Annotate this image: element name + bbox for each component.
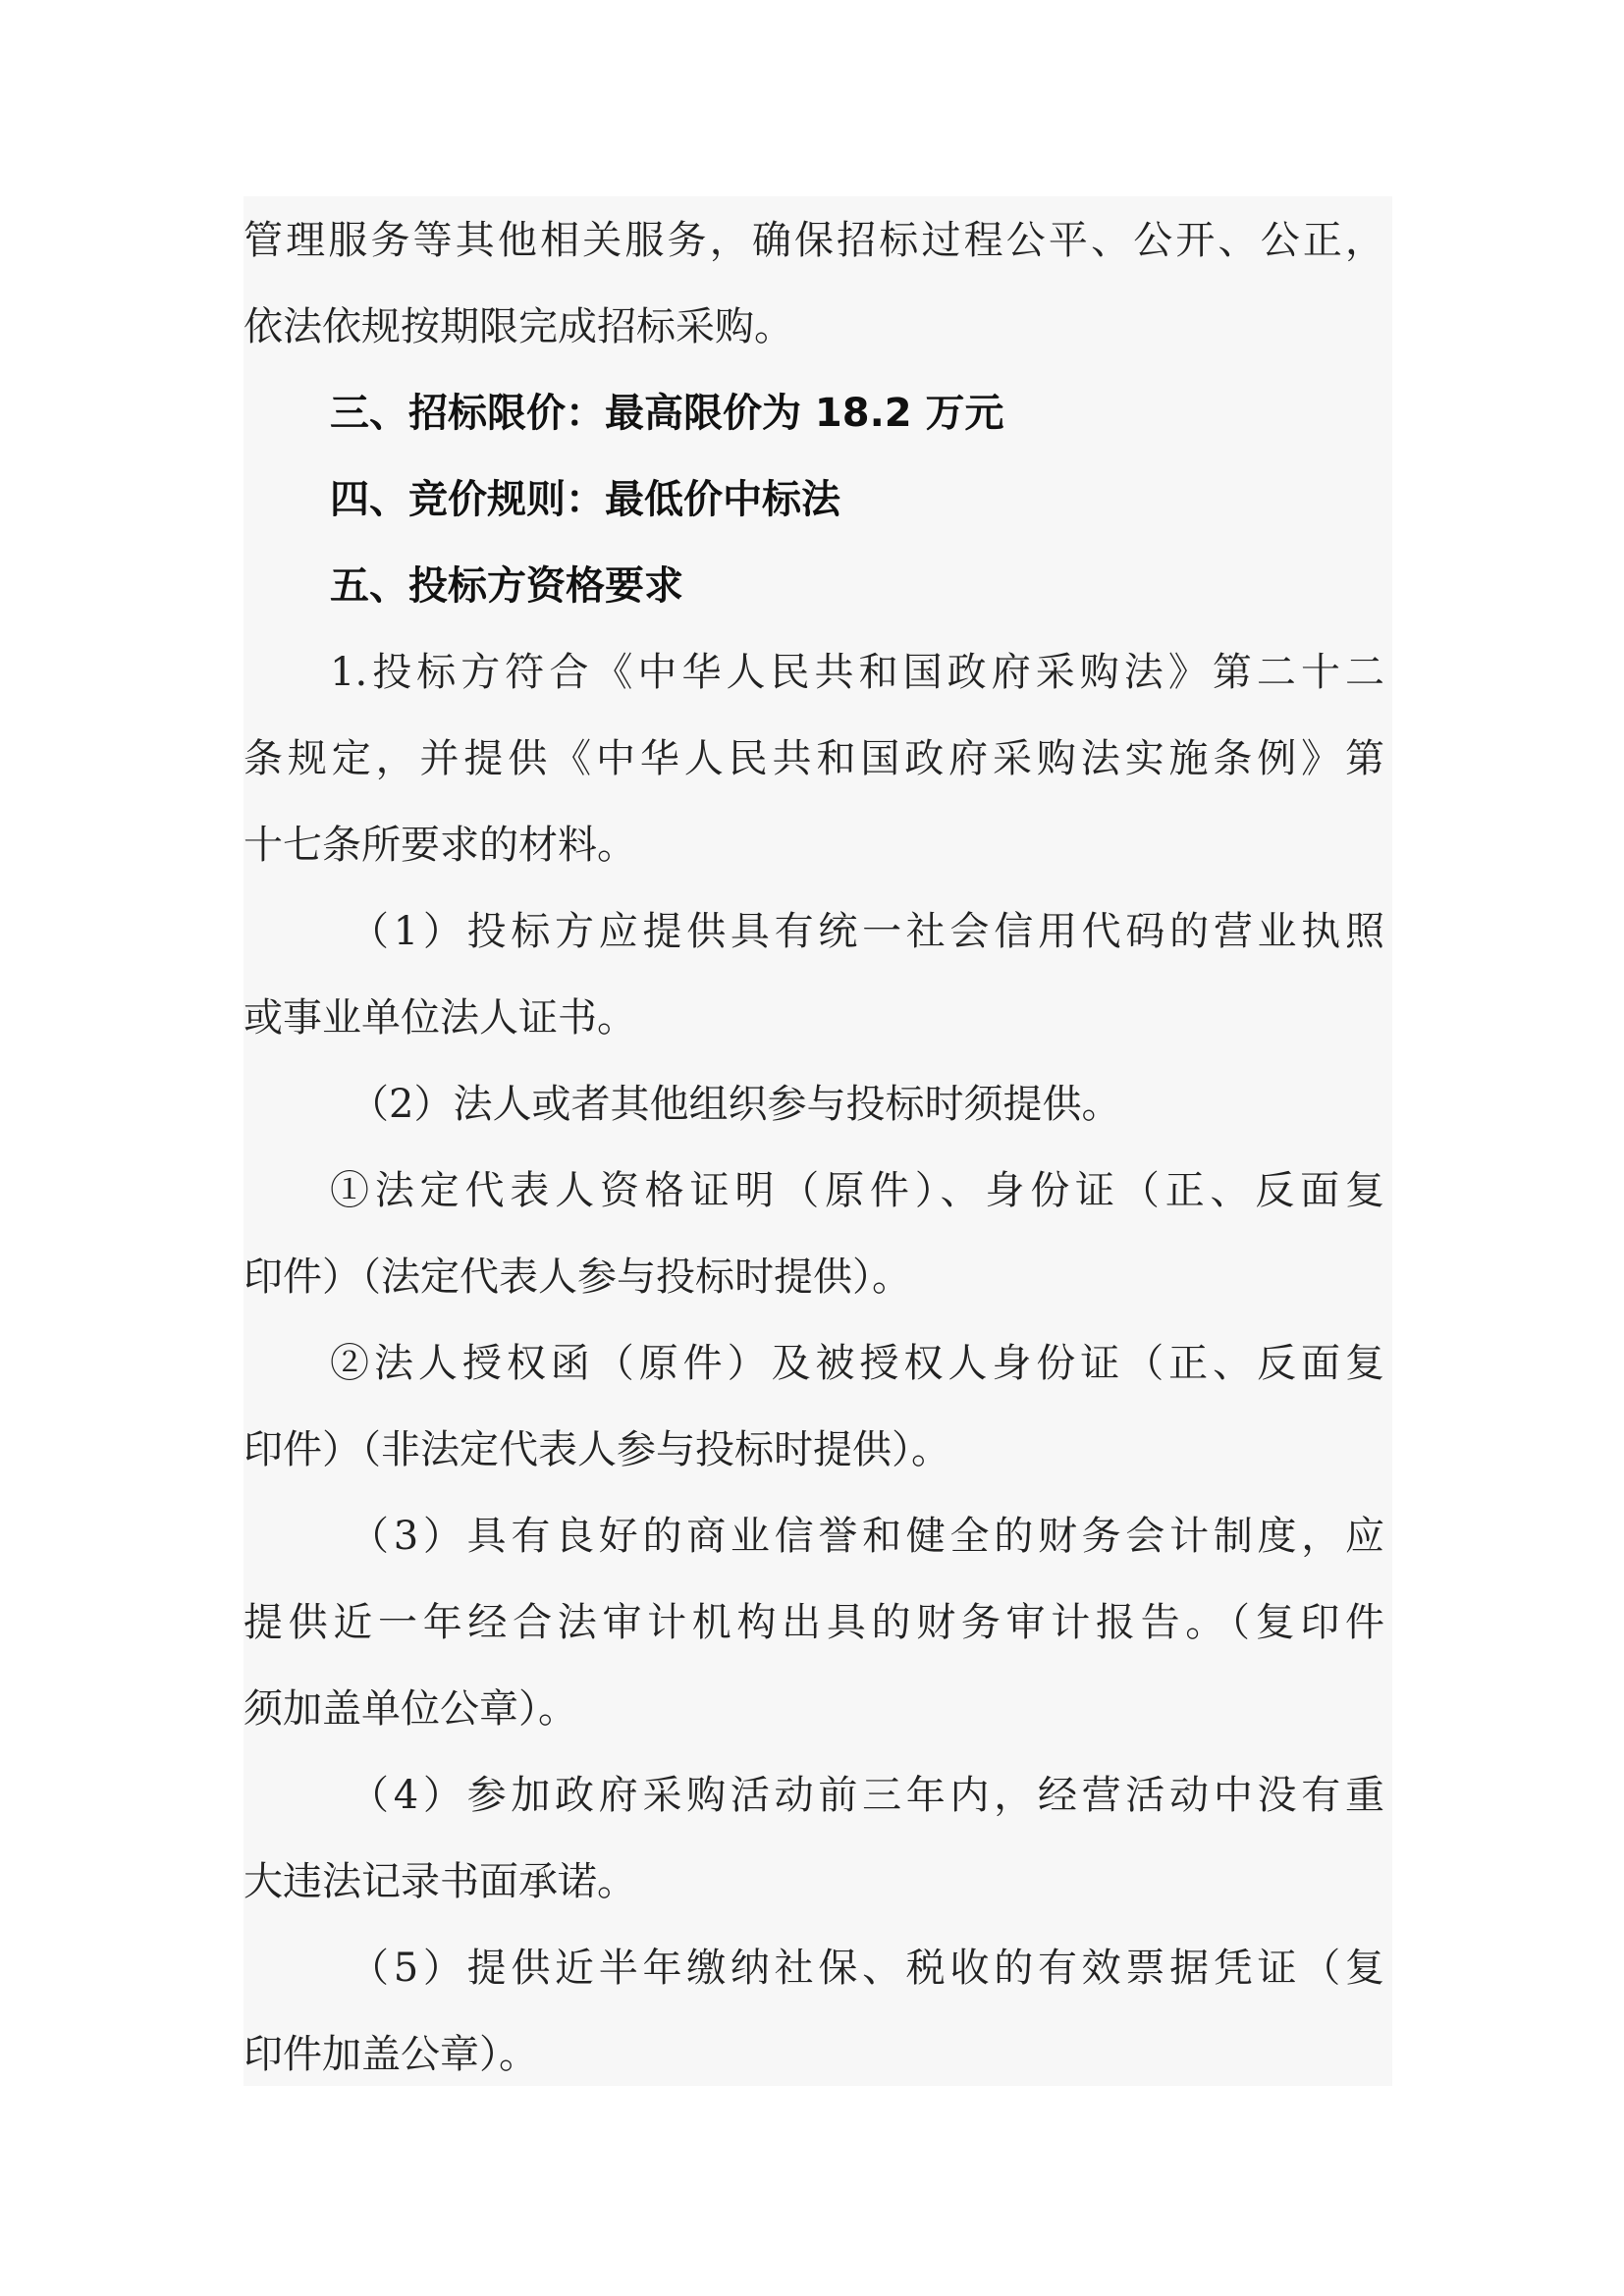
paragraph-line: 大违法记录书面承诺。: [244, 1859, 636, 1904]
list-item-2: （2）法人或者其他组织参与投标时须提供。: [350, 1082, 1121, 1127]
section-heading-bidding-rule: 四、竞价规则：最低价中标法: [330, 477, 840, 522]
paragraph-line: 1.投标方符合《中华人民共和国政府采购法》第二十二: [330, 650, 1384, 695]
paragraph-line: 条规定，并提供《中华人民共和国政府采购法实施条例》第: [244, 736, 1384, 781]
section-heading-qualification: 五、投标方资格要求: [330, 563, 683, 609]
paragraph-line: 依法依规按期限完成招标采购。: [244, 304, 793, 349]
section-heading-price-limit: 三、招标限价：最高限价为 18.2 万元: [330, 391, 1004, 436]
sub-item-1: ①法定代表人资格证明（原件）、身份证（正、反面复: [330, 1168, 1384, 1213]
list-item-4: （4）参加政府采购活动前三年内，经营活动中没有重: [350, 1773, 1384, 1818]
list-item-5: （5）提供近半年缴纳社保、税收的有效票据凭证（复: [350, 1946, 1384, 1991]
list-item-3: （3）具有良好的商业信誉和健全的财务会计制度，应: [350, 1514, 1384, 1559]
paragraph-line: 印件）（法定代表人参与投标时提供）。: [244, 1255, 911, 1300]
paragraph-line: 印件加盖公章）。: [244, 2032, 538, 2077]
list-item-1: （1）投标方应提供具有统一社会信用代码的营业执照: [350, 909, 1384, 954]
sub-item-2: ②法人授权函（原件）及被授权人身份证（正、反面复: [330, 1341, 1384, 1386]
paragraph-line: 十七条所要求的材料。: [244, 823, 636, 868]
paragraph-line: 提供近一年经合法审计机构出具的财务审计报告。（复印件: [244, 1600, 1384, 1645]
paragraph-line: 管理服务等其他相关服务，确保招标过程公平、公开、公正，: [244, 218, 1384, 263]
document-body: [244, 196, 1392, 2086]
paragraph-line: 印件）（非法定代表人参与投标时提供）。: [244, 1427, 950, 1472]
paragraph-line: 或事业单位法人证书。: [244, 995, 636, 1041]
paragraph-line: 须加盖单位公章）。: [244, 1686, 577, 1732]
